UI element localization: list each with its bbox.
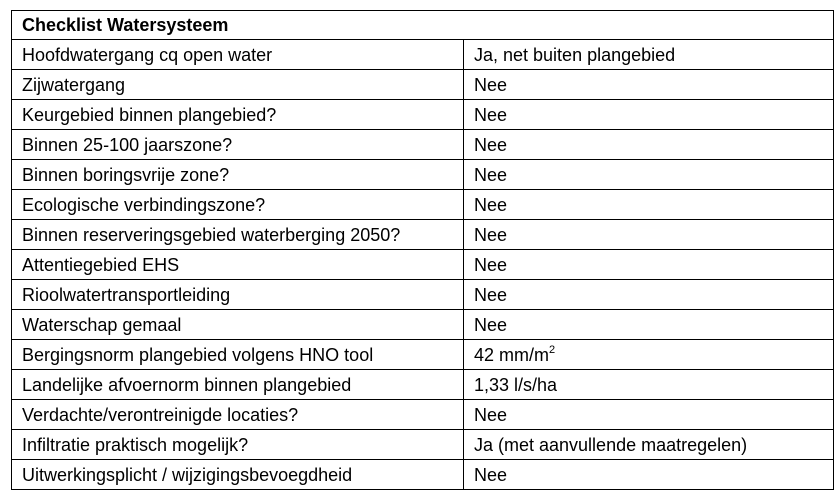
table-row <box>12 160 834 190</box>
question-cell: Bergingsnorm plangebied volgens HNO tool <box>12 340 464 370</box>
table-row <box>12 400 834 430</box>
answer-cell: Nee <box>464 160 834 190</box>
question-cell: Infiltratie praktisch mogelijk? <box>12 430 464 460</box>
question-cell: Binnen boringsvrije zone? <box>12 160 464 190</box>
answer-cell: Nee <box>464 70 834 100</box>
answer-cell: Nee <box>464 460 834 490</box>
answer-cell: 1,33 l/s/ha <box>464 370 834 400</box>
unit-exponent: 2 <box>549 343 556 356</box>
table-row <box>12 280 834 310</box>
table-title-row <box>12 11 834 40</box>
table-row <box>12 370 834 400</box>
answer-cell: Ja, net buiten plangebied <box>464 40 834 70</box>
question-cell: Keurgebied binnen plangebied? <box>12 100 464 130</box>
answer-cell: Nee <box>464 280 834 310</box>
table-row <box>12 430 834 460</box>
checklist-table <box>11 10 834 490</box>
table-row <box>12 100 834 130</box>
answer-cell: Nee <box>464 190 834 220</box>
table-row <box>12 190 834 220</box>
table-row <box>12 250 834 280</box>
question-cell: Rioolwatertransportleiding <box>12 280 464 310</box>
table-row <box>12 70 834 100</box>
answer-cell: Nee <box>464 100 834 130</box>
question-cell: Uitwerkingsplicht / wijzigingsbevoegdheid <box>12 460 464 490</box>
answer-cell: Nee <box>464 400 834 430</box>
answer-cell: Nee <box>464 310 834 340</box>
answer-cell: Nee <box>464 250 834 280</box>
table-title: Checklist Watersysteem <box>12 11 834 40</box>
table-row <box>12 340 834 370</box>
answer-value: 42 mm/m <box>474 344 550 365</box>
table-row <box>12 130 834 160</box>
answer-cell: Ja (met aanvullende maatregelen) <box>464 430 834 460</box>
question-cell: Attentiegebied EHS <box>12 250 464 280</box>
question-cell: Binnen 25-100 jaarszone? <box>12 130 464 160</box>
table-row <box>12 40 834 70</box>
table-row <box>12 310 834 340</box>
question-cell: Verdachte/verontreinigde locaties? <box>12 400 464 430</box>
answer-cell <box>464 340 834 370</box>
question-cell: Hoofdwatergang cq open water <box>12 40 464 70</box>
table-row <box>12 220 834 250</box>
question-cell: Ecologische verbindingszone? <box>12 190 464 220</box>
answer-cell: Nee <box>464 130 834 160</box>
question-cell: Zijwatergang <box>12 70 464 100</box>
question-cell: Binnen reserveringsgebied waterberging 2050? <box>12 220 464 250</box>
question-cell: Landelijke afvoernorm binnen plangebied <box>12 370 464 400</box>
answer-cell: Nee <box>464 220 834 250</box>
table-row <box>12 460 834 490</box>
question-cell: Waterschap gemaal <box>12 310 464 340</box>
